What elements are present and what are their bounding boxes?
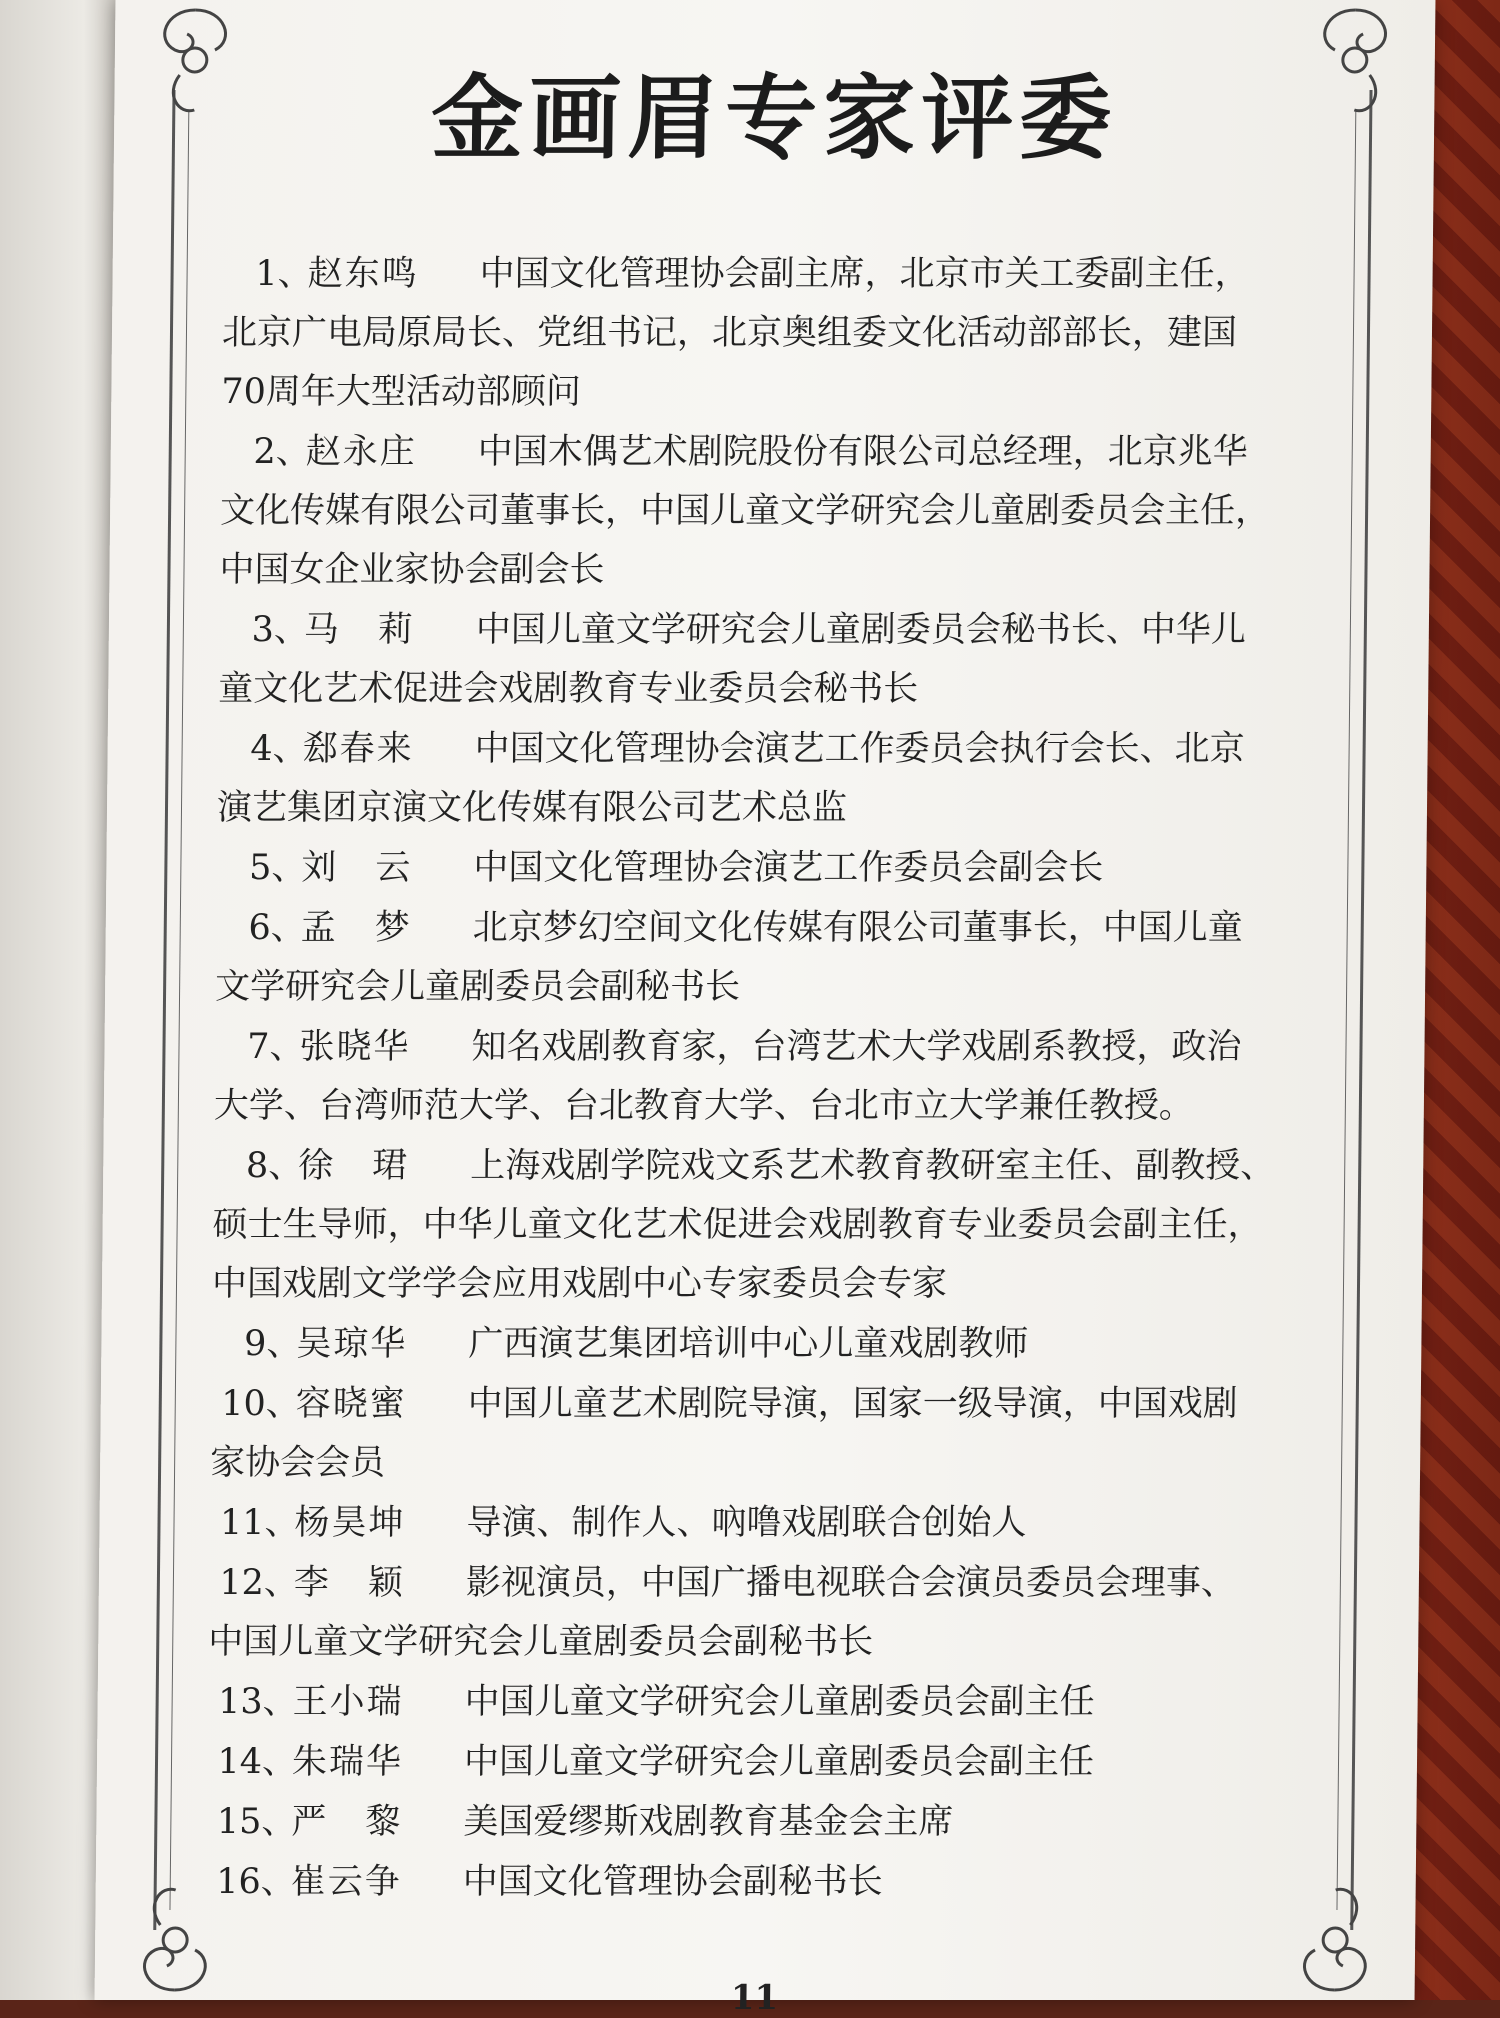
judge-title-continued: 北京广电局原局长、党组书记，北京奥组委文化活动部部长，建国	[221, 313, 1238, 353]
judge-number: 3	[251, 610, 275, 650]
judge-title: 导演、制作人、吶噜戏剧联合创始人	[466, 1503, 1027, 1543]
judge-number: 2	[253, 432, 276, 472]
judge-number: 13	[217, 1682, 263, 1722]
judge-title: 影视演员，中国广播电视联合会演员委员会理事、	[465, 1563, 1237, 1603]
judge-entry	[218, 601, 1369, 719]
number-separator: 、	[261, 1802, 297, 1842]
judge-entry	[207, 1733, 1358, 1792]
judge-title: 中国文化管理协会副秘书长	[462, 1862, 883, 1902]
judge-title: 中国文化管理协会演艺工作委员会执行会长、北京	[474, 729, 1245, 769]
judge-number: 5	[248, 848, 272, 888]
number-separator: 、	[260, 1862, 296, 1902]
judge-name: 吴琼华	[296, 1324, 408, 1364]
number-separator: 、	[268, 1146, 304, 1186]
judge-title: 中国儿童文学研究会儿童剧委员会副主任	[463, 1742, 1095, 1782]
judge-name: 朱瑞华	[291, 1742, 404, 1782]
judge-entry	[214, 1018, 1365, 1136]
number-separator: 、	[272, 729, 308, 769]
judge-entry	[219, 423, 1371, 600]
judge-name: 孟 梦	[300, 908, 412, 948]
judge-title-continued: 家协会会员	[209, 1443, 386, 1483]
judge-title-continued: 童文化艺术促进会戏剧教育专业委员会秘书长	[218, 669, 919, 709]
judge-name: 容晓蜜	[295, 1384, 407, 1424]
judge-title: 上海戏剧学院戏文系艺术教育教研室主任、副教授、	[470, 1146, 1276, 1186]
judge-number: 7	[247, 1027, 270, 1067]
judge-title-continued: 中国戏剧文学学会应用戏剧中心专家委员会专家	[211, 1264, 948, 1304]
judge-title-continued: 中国儿童文学研究会儿童剧委员会副秘书长	[208, 1622, 874, 1662]
judge-number: 9	[243, 1324, 267, 1364]
judge-title: 中国文化管理协会副主席，北京市关工委副主任，	[479, 254, 1250, 294]
number-separator: 、	[273, 610, 310, 650]
judge-title-continued: 70周年大型活动部顾问	[221, 372, 582, 412]
judge-name: 严 黎	[291, 1802, 403, 1842]
judge-title: 中国文化管理协会演艺工作委员会副会长	[473, 848, 1104, 888]
number-separator: 、	[261, 1742, 298, 1782]
number-separator: 、	[270, 908, 306, 948]
judge-entry	[215, 899, 1366, 1017]
judge-name: 郄春来	[302, 729, 414, 769]
judge-name: 徐 珺	[298, 1146, 410, 1186]
judge-name: 赵东鸣	[307, 254, 419, 294]
judge-title: 中国儿童文学研究会儿童剧委员会秘书长、中华儿	[475, 610, 1247, 650]
page-title: 金画眉专家评委	[430, 64, 1118, 172]
judge-title-continued: 硕士生导师，中华儿童文化艺术促进会戏剧教育专业委员会副主任，	[212, 1205, 1263, 1245]
judge-name: 崔云争	[290, 1862, 402, 1902]
judge-number: 8	[245, 1146, 269, 1186]
document-page	[95, 0, 1436, 2018]
number-separator: 、	[262, 1682, 298, 1722]
judge-number: 1	[255, 254, 278, 294]
number-separator: 、	[265, 1384, 301, 1424]
judge-number: 14	[217, 1742, 263, 1782]
judge-title: 美国爱缪斯戏剧教育基金会主席	[463, 1802, 954, 1842]
number-separator: 、	[269, 1027, 305, 1067]
judge-name: 杨昊坤	[294, 1503, 406, 1543]
judge-title: 中国儿童艺术剧院导演，国家一级导演，中国戏剧	[467, 1384, 1238, 1424]
judge-number: 10	[221, 1384, 266, 1424]
judge-title-continued: 文学研究会儿童剧委员会副秘书长	[214, 967, 741, 1007]
judge-entry	[208, 1554, 1359, 1672]
judge-entry	[207, 1673, 1358, 1732]
judge-name: 刘 云	[301, 848, 413, 888]
judge-name: 马 莉	[303, 610, 416, 650]
judge-entry	[221, 245, 1373, 422]
judge-title: 广西演艺集团培训中心儿童戏剧教师	[468, 1324, 1029, 1364]
number-separator: 、	[275, 432, 311, 472]
judge-number: 12	[219, 1563, 265, 1603]
number-separator: 、	[277, 254, 313, 294]
judge-list	[205, 245, 1372, 1913]
judge-title: 中国木偶艺术剧院股份有限公司总经理，北京兆华	[477, 432, 1248, 472]
judge-entry	[206, 1793, 1357, 1852]
judge-entry	[216, 839, 1367, 898]
judge-title-continued: 中国女企业家协会副会长	[219, 550, 605, 590]
judge-name: 李 颖	[293, 1563, 406, 1603]
judge-name: 王小瑞	[292, 1682, 404, 1722]
judge-entry	[205, 1853, 1356, 1912]
number-separator: 、	[263, 1563, 300, 1603]
judge-number: 16	[216, 1862, 261, 1902]
judge-name: 张晓华	[299, 1027, 411, 1067]
judge-entry	[209, 1494, 1360, 1553]
judge-number: 4	[250, 729, 273, 769]
judge-number: 15	[216, 1802, 262, 1842]
number-separator: 、	[271, 848, 307, 888]
judge-title-continued: 文化传媒有限公司董事长，中国儿童文学研究会儿童剧委员会主任，	[219, 491, 1271, 531]
judge-entry	[212, 1137, 1364, 1314]
judge-title-continued: 演艺集团京演文化传媒有限公司艺术总监	[216, 788, 848, 828]
judge-number: 6	[248, 908, 271, 948]
judge-title: 北京梦幻空间文化传媒有限公司董事长，中国儿童	[472, 908, 1243, 948]
judge-entry	[210, 1375, 1361, 1493]
number-separator: 、	[264, 1503, 300, 1543]
judge-name: 赵永庄	[305, 432, 417, 472]
judge-title: 知名戏剧教育家，台湾艺术大学戏剧系教授，政治	[471, 1027, 1242, 1067]
judge-title-continued: 大学、台湾师范大学、台北教育大学、台北市立大学兼任教授。	[213, 1086, 1195, 1126]
judge-title: 中国儿童文学研究会儿童剧委员会副主任	[464, 1682, 1095, 1722]
judge-entry	[217, 720, 1368, 838]
judge-entry	[211, 1315, 1362, 1374]
number-separator: 、	[266, 1324, 302, 1364]
judge-number: 11	[219, 1503, 265, 1543]
page-number: 11	[730, 1978, 779, 2018]
